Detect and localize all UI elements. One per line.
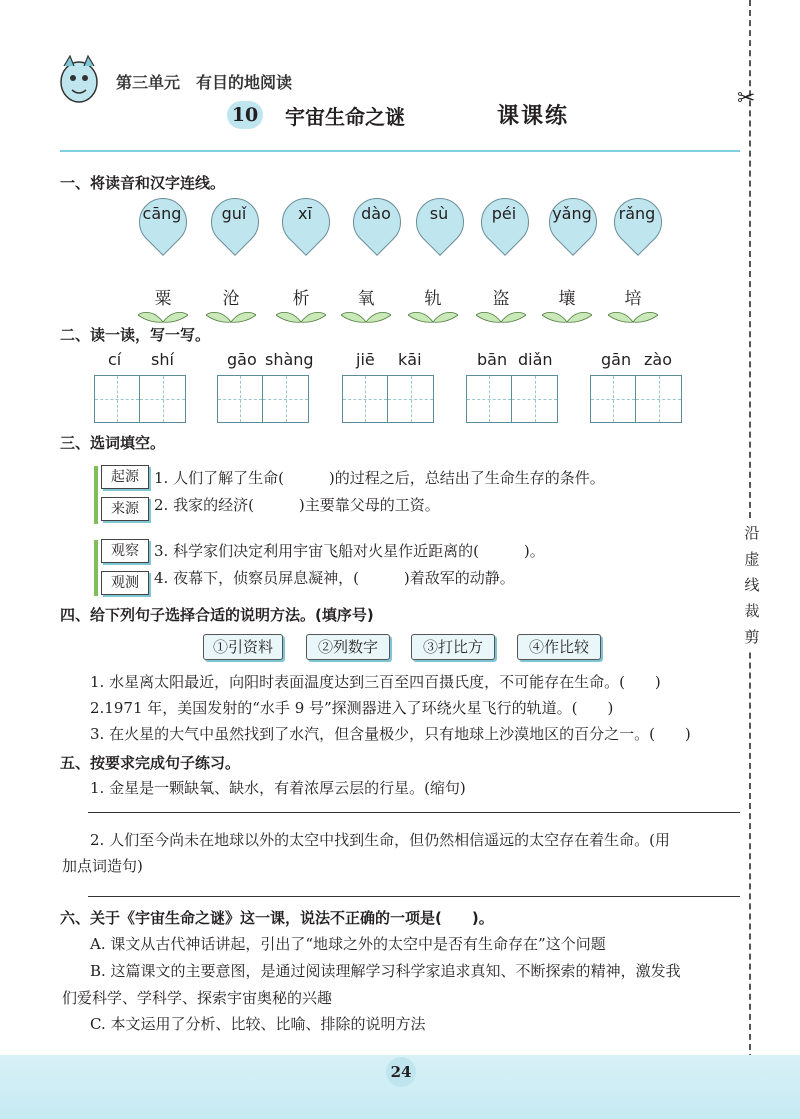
page-number: 24 (386, 1057, 416, 1087)
section2-title: 二、读一读，写一写。 (60, 326, 211, 344)
pinyin-word: bān (477, 350, 508, 369)
pinyin-text: xī (298, 204, 312, 223)
unit-title: 第三单元 有目的地阅读 (116, 73, 293, 92)
pinyin-text: péi (491, 204, 517, 223)
method-tag: ②列数字 (306, 634, 390, 660)
pinyin-text: cāng (142, 204, 182, 223)
option-word-box: 观测 (101, 571, 149, 595)
fill-item: 3. 科学家们决定利用宇宙飞船对火星作近距离的( )。 (154, 542, 545, 560)
hanzi-char: 轨 (424, 289, 442, 309)
method-tag: ①引资料 (203, 634, 283, 660)
writing-grid[interactable] (590, 375, 682, 423)
section3-title: 三、选词填空。 (60, 434, 166, 452)
answer-line[interactable] (88, 896, 740, 897)
writing-grid[interactable] (94, 375, 186, 423)
option-word-box: 观察 (101, 539, 149, 563)
leaf-icon (608, 309, 658, 323)
fill-item: 1. 人们了解了生命( )的过程之后，总结出了生命生存的条件。 (154, 469, 605, 487)
fill-item: 2. 我家的经济( )主要靠父母的工资。 (154, 496, 440, 514)
pinyin-text: yǎng (552, 204, 592, 223)
writing-grid[interactable] (342, 375, 434, 423)
pinyin-word: gān (601, 350, 632, 369)
pinyin-word: zào (644, 350, 672, 369)
leaf-icon (206, 309, 256, 323)
hanzi-char: 析 (292, 289, 310, 309)
section4-title: 四、给下列句子选择合适的说明方法。(填序号) (60, 606, 374, 624)
hanzi-char: 粟 (154, 289, 172, 309)
method-item: 2.1971 年，美国发射的“水手 9 号”探测器进入了环绕火星飞行的轨道。( ) (90, 699, 614, 717)
hanzi-char: 壤 (558, 289, 576, 309)
sentence-item: 2. 人们至今尚未在地球以外的太空中找到生命，但仍然相信遥远的太空存在着生命。(用 (90, 831, 670, 849)
leaf-icon (476, 309, 526, 323)
option-stem (94, 466, 98, 524)
fill-item: 4. 夜幕下，侦察员屏息凝神，( )着敌军的动静。 (154, 569, 515, 587)
method-tag: ③打比方 (411, 634, 495, 660)
method-item: 3. 在火星的大气中虽然找到了水汽，但含量极少，只有地球上沙漠地区的百分之一。( ) (90, 725, 691, 743)
method-tag: ④作比较 (517, 634, 601, 660)
hanzi-char: 沧 (222, 289, 240, 309)
section1-title: 一、将读音和汉字连线。 (60, 174, 226, 192)
pinyin-word: shàng (265, 350, 314, 369)
pinyin-text: guǐ (221, 204, 247, 223)
lesson-title: 宇宙生命之谜 (285, 105, 405, 129)
hanzi-char: 盗 (492, 289, 510, 309)
section6-title: 六、关于《宇宙生命之谜》这一课，说法不正确的一项是( )。 (60, 909, 494, 927)
option-stem (94, 540, 98, 596)
brand-title: 课课练 (497, 104, 570, 129)
pinyin-word: shí (151, 350, 174, 369)
pinyin-word: kāi (398, 350, 422, 369)
section5-title: 五、按要求完成句子练习。 (60, 754, 241, 772)
leaf-icon (138, 309, 188, 323)
header-divider (60, 150, 740, 152)
method-item: 1. 水星离太阳最近，向阳时表面温度达到三百至四百摄氏度，不可能存在生命。( ) (90, 673, 661, 691)
option-word-box: 起源 (101, 465, 149, 489)
hanzi-char: 培 (624, 289, 642, 309)
scissors-icon: ✂ (737, 86, 756, 111)
lesson-number-badge: 10 (227, 101, 263, 129)
answer-line[interactable] (88, 812, 740, 813)
option-word-box: 来源 (101, 497, 149, 521)
writing-grid[interactable] (466, 375, 558, 423)
leaf-icon (341, 309, 391, 323)
sentence-item: 1. 金星是一颗缺氧、缺水，有着浓厚云层的行星。(缩句) (90, 779, 466, 797)
leaf-icon (276, 309, 326, 323)
pinyin-text: rǎng (618, 204, 656, 223)
leaf-icon (542, 309, 592, 323)
pinyin-text: sù (429, 204, 449, 223)
pinyin-word: jiē (356, 350, 375, 369)
choice-a: A. 课文从古代神话讲起，引出了“地球之外的太空中是否有生命存在”这个问题 (90, 935, 606, 953)
hanzi-char: 氧 (357, 289, 375, 309)
writing-grid[interactable] (217, 375, 309, 423)
sentence-item: 加点词造句) (62, 857, 143, 875)
pinyin-text: dào (361, 204, 391, 223)
leaf-icon (408, 309, 458, 323)
pinyin-word: diǎn (518, 350, 553, 369)
choice-b-cont: 们爱科学、学科学、探索宇宙奥秘的兴趣 (62, 989, 333, 1007)
cut-label: 沿虚线裁剪 (742, 520, 762, 650)
choice-b: B. 这篇课文的主要意图，是通过阅读理解学习科学家追求真知、不断探索的精神，激发我 (90, 962, 681, 980)
choice-c: C. 本文运用了分析、比较、比喻、排除的说明方法 (90, 1015, 426, 1033)
pinyin-word: gāo (227, 350, 257, 369)
pinyin-word: cí (108, 350, 122, 369)
mascot-icon (54, 52, 104, 108)
